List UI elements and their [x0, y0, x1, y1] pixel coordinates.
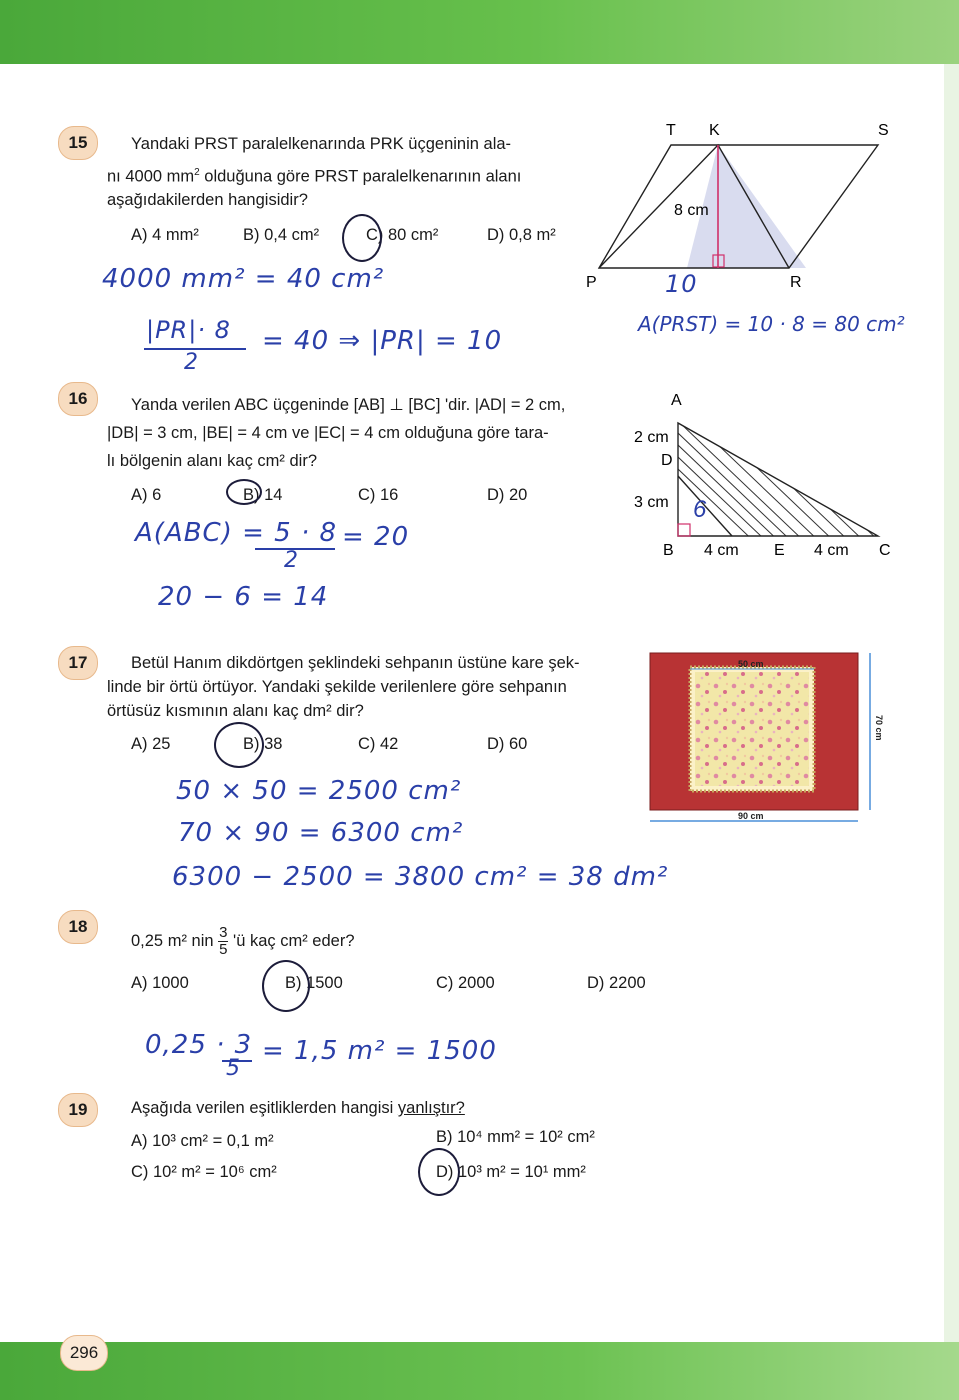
page-number: 296 — [60, 1335, 108, 1371]
square-cloth — [695, 672, 809, 786]
table-cloth-figure — [640, 645, 885, 835]
label-db: 3 cm — [634, 494, 669, 511]
q16-handwriting-denominator: 2 — [284, 548, 299, 573]
label-c: C — [879, 542, 891, 559]
q16-option-a[interactable]: A) 6 — [131, 486, 162, 504]
q18-option-b[interactable]: B) 1500 — [285, 974, 343, 992]
q17-handwriting-2: 70 × 90 = 6300 cm² — [178, 818, 464, 848]
q15-line-3: aşağıdakilerden hangisidir? — [107, 191, 308, 209]
question-number-17: 17 — [58, 646, 98, 680]
label-be: 4 cm — [704, 542, 739, 559]
answer-circle-q19 — [418, 1148, 460, 1196]
q18-handwriting-numerator: 0,25 · 3 — [145, 1030, 253, 1060]
q16-option-d[interactable]: D) 20 — [487, 486, 528, 504]
label-90cm: 90 cm — [738, 811, 764, 821]
q17-handwriting-3: 6300 − 2500 = 3800 cm² = 38 dm² — [172, 862, 669, 892]
label-height: 8 cm — [674, 202, 709, 219]
q16-line-1: Yanda verilen ABC üçgeninde [AB] ⊥ [BC] 'dir. |AD| = 2 cm, — [131, 396, 566, 414]
q17-line-2: linde bir örtü örtüyor. Yandaki şekilde verilenlere göre sehpanın — [107, 678, 567, 696]
label-b: B — [663, 542, 674, 559]
q19-option-b[interactable]: B) 10⁴ mm² = 10² cm² — [436, 1128, 595, 1146]
q17-option-a[interactable]: A) 25 — [131, 735, 171, 753]
q17-option-b[interactable]: B) 38 — [243, 735, 283, 753]
top-green-band — [0, 0, 959, 64]
label-e: E — [774, 542, 785, 559]
q16-option-c[interactable]: C) 16 — [358, 486, 399, 504]
q17-line-1: Betül Hanım dikdörtgen şeklindeki sehpanın üstüne kare şek- — [131, 654, 580, 672]
answer-circle-q15 — [342, 214, 382, 262]
q16-handwriting-3: 20 − 6 = 14 — [158, 582, 329, 612]
q15-option-b[interactable]: B) 0,4 cm² — [243, 226, 320, 244]
question-number-18: 18 — [58, 910, 98, 944]
q18-option-d[interactable]: D) 2200 — [587, 974, 646, 992]
q15-handwriting-2: = 40 ⇒ |PR| = 10 — [262, 326, 503, 356]
handwritten-area-6: 6 — [693, 496, 707, 523]
q15-handwriting-1: 4000 mm² = 40 cm² — [102, 264, 385, 294]
question-number-19: 19 — [58, 1093, 98, 1127]
q16-option-b[interactable]: B) 14 — [243, 486, 283, 504]
label-t: T — [666, 122, 676, 139]
label-p: P — [586, 274, 597, 291]
parallelogram-figure — [585, 115, 905, 295]
label-r: R — [790, 274, 802, 291]
q16-line-3: lı bölgenin alanı kaç cm² dir? — [107, 452, 318, 470]
q15-line-2: nı 4000 $mm^2$ olduğuna göre PRST paralelkenarının alanı — [107, 167, 522, 186]
q18-text: 0,25 m² nin $\frac{3}{5}$ 'ü kaç cm² eder? — [131, 924, 355, 958]
q15-handwriting-numerator: |PR|· 8 — [146, 316, 231, 344]
q16-handwriting-1: A(ABC) = 5 · 8 — [135, 518, 338, 548]
right-page-edge — [944, 64, 959, 1342]
q15-option-d[interactable]: D) 0,8 m² — [487, 226, 556, 244]
bottom-green-band — [0, 1342, 959, 1400]
q19-option-d[interactable]: D) 10³ m² = 10¹ mm² — [436, 1163, 586, 1181]
q16-line-2: |DB| = 3 cm, |BE| = 4 cm ve |EC| = 4 cm olduğuna göre tara- — [107, 424, 549, 442]
q17-line-3: örtüsüz kısmının alanı kaç dm² dir? — [107, 702, 364, 720]
label-ec: 4 cm — [814, 542, 849, 559]
q15-option-c[interactable]: C) 80 cm² — [366, 226, 439, 244]
label-d: D — [661, 452, 673, 469]
answer-circle-q18 — [262, 960, 310, 1012]
q17-option-c[interactable]: C) 42 — [358, 735, 399, 753]
label-50cm: 50 cm — [738, 659, 764, 669]
label-70cm: 70 cm — [874, 715, 884, 741]
q16-handwriting-2: = 20 — [342, 522, 410, 552]
q18-handwriting-denominator: 5 — [226, 1056, 241, 1081]
q18-handwriting-2: = 1,5 m² = 1500 — [262, 1036, 497, 1066]
label-k: K — [709, 122, 720, 139]
q15-handwriting-denominator: 2 — [184, 350, 199, 375]
q15-option-a[interactable]: A) 4 mm² — [131, 226, 199, 244]
q19-option-c[interactable]: C) 10² m² = 10⁶ cm² — [131, 1163, 277, 1181]
triangle-abc — [678, 423, 878, 536]
q19-option-a[interactable]: A) 10³ cm² = 0,1 m² — [131, 1132, 274, 1150]
q19-text: Aşağıda verilen eşitliklerden hangisi yanlıştır? — [131, 1099, 465, 1117]
q17-option-d[interactable]: D) 60 — [487, 735, 528, 753]
question-number-16: 16 — [58, 382, 98, 416]
right-triangle-figure — [625, 385, 895, 565]
answer-circle-q16 — [226, 479, 262, 505]
label-ad: 2 cm — [634, 429, 669, 446]
q15-line-1: Yandaki PRST paralelkenarında PRK üçgeninin ala- — [131, 135, 512, 153]
question-number-15: 15 — [58, 126, 98, 160]
q18-option-c[interactable]: C) 2000 — [436, 974, 495, 992]
q15-handwriting-pr: 10 — [665, 270, 698, 298]
q15-handwriting-area: A(PRST) = 10 · 8 = 80 cm² — [638, 312, 905, 336]
label-a: A — [671, 392, 682, 409]
answer-circle-q17 — [214, 722, 264, 768]
right-angle-mark-b — [678, 524, 690, 536]
q18-option-a[interactable]: A) 1000 — [131, 974, 189, 992]
q17-handwriting-1: 50 × 50 = 2500 cm² — [176, 776, 462, 806]
label-s: S — [878, 122, 889, 139]
